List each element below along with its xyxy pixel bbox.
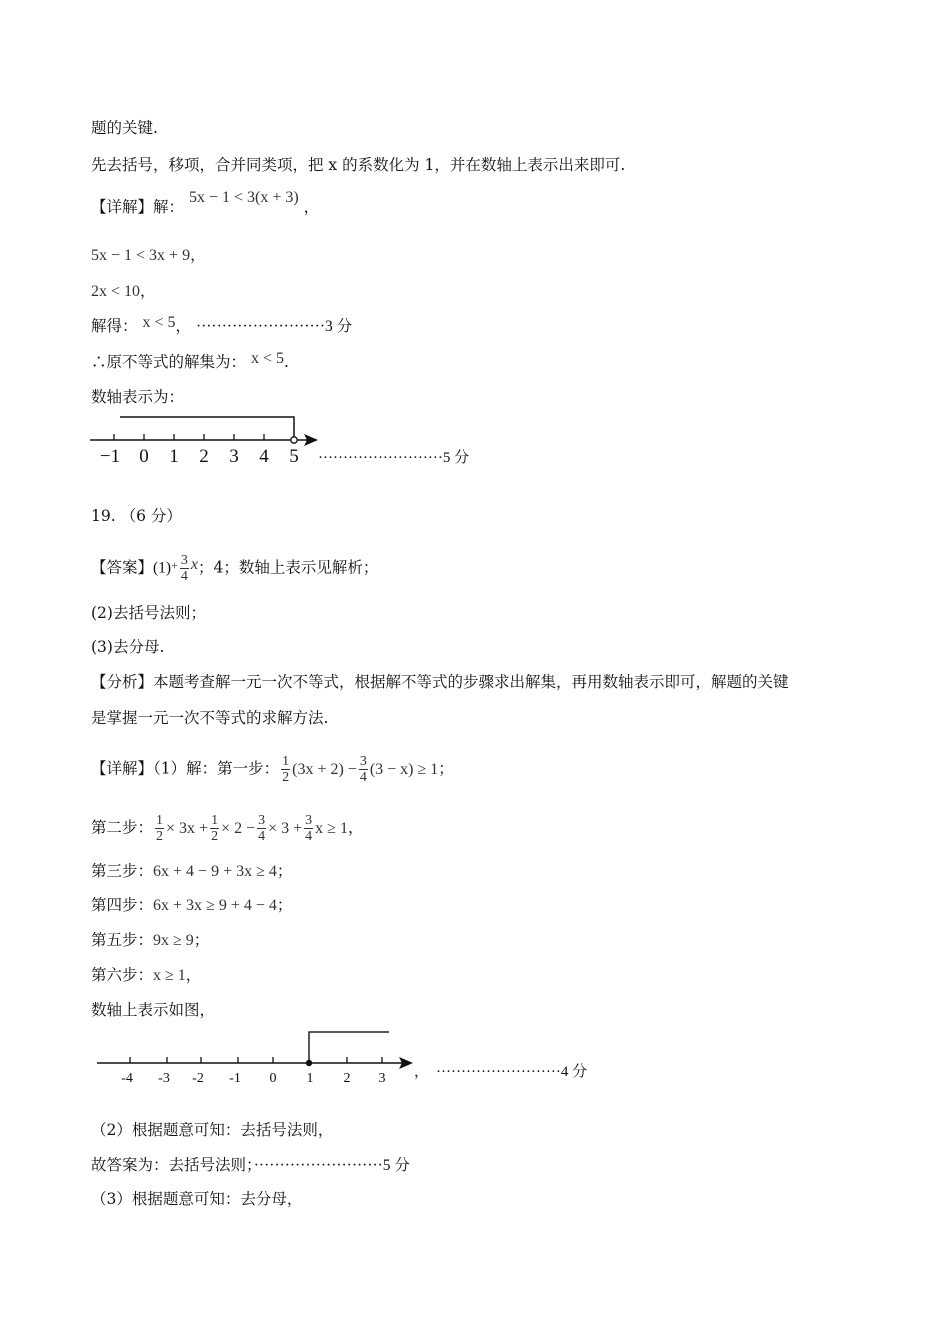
answer-part2: (2)去括号法则；	[91, 604, 206, 622]
tick-label: 2	[343, 1071, 351, 1086]
method-text: 先去括号，移项，合并同类项，把 x 的系数化为 1，并在数轴上表示出来即可.	[91, 156, 626, 174]
question-heading: 19. （6 分）	[91, 507, 182, 525]
step-label: 第二步：	[91, 818, 154, 837]
punct: ；	[193, 931, 210, 949]
punct: ，	[140, 282, 156, 300]
math-expr: x ≥ 1	[315, 819, 348, 837]
conclusion-label: ∴原不等式的解集为：	[91, 353, 247, 371]
math-expr: 6x + 4 − 9 + 3x ≥ 4	[153, 863, 277, 880]
step-label: 第五步：	[91, 931, 154, 949]
answer-label: 【答案】	[91, 558, 154, 577]
punct: ，	[175, 317, 191, 335]
inequality-expr: 5x − 1 < 3(x + 3)	[188, 189, 299, 206]
tick-label: -1	[229, 1071, 241, 1086]
math-expr: x < 5	[250, 350, 284, 367]
analysis-line-1: 【分析】本题考查解一元一次不等式，根据解不等式的步骤求出解集，再用数轴表示即可，解题的关键	[91, 673, 789, 691]
part2-line-1: （2）根据题意可知：去括号法则，	[91, 1121, 334, 1139]
math-expr: x < 5	[142, 314, 176, 331]
punct: ；	[438, 759, 454, 778]
math-expr: × 2 −	[221, 819, 256, 837]
math-expr: 9x ≥ 9	[153, 932, 194, 949]
score-marker: ·························4 分	[436, 1064, 588, 1080]
detail-step2-line: 第二步： $\frac{1}{2}$ × 3x + $\frac{1}{2}$ × 2 − $\frac{3}{4}$ × 3 + $\frac{3}{4}$ x ≥ 1，	[91, 813, 364, 844]
part2-text: 故答案为：去括号法则；	[91, 1156, 254, 1174]
tick-label: −1	[99, 446, 121, 467]
tick-label: 1	[169, 446, 179, 467]
score-marker: ·························3 分	[195, 318, 353, 335]
tick-label: 2	[199, 446, 209, 467]
solve-label: 解得：	[91, 317, 138, 335]
math-expr: x ≥ 1	[153, 967, 186, 984]
math-expr: (3 − x) ≥ 1	[369, 760, 439, 778]
variable: x	[190, 555, 198, 573]
numline-caption: 数轴上表示如图，	[91, 1001, 216, 1019]
math-expr: 5x − 1 < 3x + 9	[91, 247, 191, 264]
math-expr: × 3 +	[268, 819, 303, 837]
tick-label: -3	[158, 1071, 170, 1086]
step-label: 第四步：	[91, 896, 154, 914]
punct: ，	[303, 198, 320, 216]
punct: ，	[347, 818, 364, 837]
text-line: 题的关键.	[91, 119, 158, 137]
math-expr: × 3x +	[166, 819, 209, 837]
tick-label: 4	[259, 446, 269, 467]
detail-label: 【详解】解：	[91, 198, 185, 216]
math-expr: 2x < 10	[91, 283, 141, 300]
punct: ，	[185, 966, 202, 984]
detail-label: 【详解】（1）解：第一步：	[91, 759, 280, 778]
answer-part3: (3)去分母.	[91, 638, 165, 656]
tick-label: 1	[306, 1071, 314, 1086]
answer-part1-prefix: (1)	[153, 559, 172, 577]
score-marker: ·························5 分	[318, 450, 470, 466]
tick-label: 3	[229, 446, 239, 467]
tick-label: -2	[192, 1071, 204, 1086]
punct: ，	[190, 246, 206, 264]
fraction-one-half: $\frac{1}{2}$	[282, 754, 290, 785]
tick-label: 5	[289, 446, 299, 467]
part3-line-1: （3）根据题意可知：去分母，	[91, 1190, 303, 1208]
punct: ；	[276, 862, 293, 880]
part2-line-2	[91, 1155, 410, 1176]
sign: +	[171, 557, 178, 572]
fraction-three-quarters: $\frac{3}{4}$	[359, 754, 367, 785]
punct: ；	[276, 896, 293, 914]
tick-label: 0	[139, 446, 149, 467]
score-marker: ·························5 分	[253, 1157, 410, 1174]
math-expr: (3x + 2) −	[292, 760, 357, 778]
answer-rest: ；4；数轴上表示见解析；	[197, 558, 379, 577]
tick-label: -4	[121, 1071, 133, 1086]
tick-label: 3	[378, 1071, 386, 1086]
tick-label: 0	[269, 1071, 277, 1086]
step-label: 第六步：	[91, 966, 154, 984]
step-label: 第三步：	[91, 862, 154, 880]
numline-suffix: ，	[414, 1064, 430, 1080]
math-expr: 6x + 3x ≥ 9 + 4 − 4	[153, 897, 277, 914]
fraction-numerator: 3	[180, 553, 188, 568]
fraction-denominator: 4	[180, 569, 188, 584]
analysis-line-2: 是掌握一元一次不等式的求解方法.	[91, 709, 329, 727]
punct: .	[283, 353, 289, 371]
numline-caption: 数轴表示为：	[91, 388, 185, 406]
